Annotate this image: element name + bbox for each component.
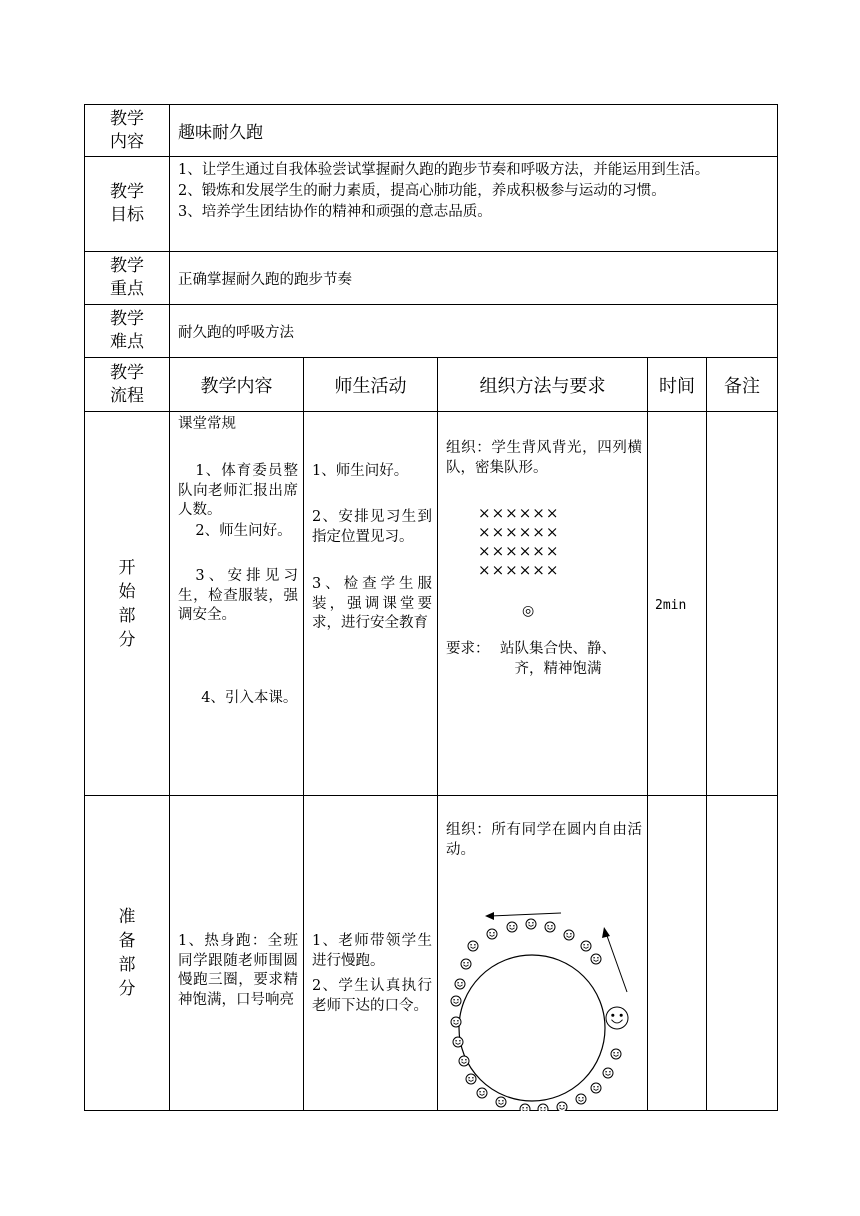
goal-item: 3、培养学生团结协作的精神和顽强的意志品质。 <box>178 204 492 220</box>
header-content: 教学内容 <box>170 358 304 412</box>
warmup-org-cell <box>438 796 648 1111</box>
teacher-position-mark: ◎ <box>522 603 535 619</box>
start-org-text: 组织：学生背风背光，四列横队，密集队形。 <box>446 440 642 476</box>
label-teaching-goals: 教学 目标 <box>85 157 170 252</box>
section-start-label: 开 始 部 分 <box>85 412 170 796</box>
section-warmup-label: 准 备 部 分 <box>85 796 170 1111</box>
warmup-activity-item: 1、老师带领学生进行慢跑。 <box>312 933 432 969</box>
smiley-face-icon <box>455 979 465 989</box>
start-org-cell <box>438 412 648 796</box>
teaching-content-value: 趣味耐久跑 <box>170 105 778 157</box>
start-content-item: 4、引入本课。 <box>201 690 298 706</box>
smiley-face-icon <box>611 1049 621 1059</box>
running-circle <box>459 955 605 1101</box>
start-content-item: 1、体育委员整队向老师汇报出席人数。 <box>178 463 298 518</box>
header-note: 备注 <box>707 358 778 412</box>
header-activity: 师生活动 <box>304 358 438 412</box>
smiley-face-icon <box>538 1104 548 1111</box>
smiley-face-icon <box>603 1068 613 1078</box>
formation-row: ×××××× <box>478 504 560 522</box>
smiley-face-icon <box>507 922 517 932</box>
warmup-time-cell <box>648 796 707 1111</box>
student-formation <box>478 504 559 580</box>
header-time: 时间 <box>648 358 707 412</box>
header-org: 组织方法与要求 <box>438 358 648 412</box>
smiley-face-icon <box>564 930 574 940</box>
start-content-cell <box>170 412 304 796</box>
smiley-face-icon <box>581 941 591 951</box>
label-teaching-focus: 教学 重点 <box>85 252 170 305</box>
smiley-face-icon <box>451 1017 461 1027</box>
warmup-circle-diagram <box>438 796 648 1111</box>
arrow-right <box>602 927 627 992</box>
start-activity-item: 2、安排见习生到指定位置见习。 <box>312 509 432 545</box>
arrow-top <box>485 912 561 920</box>
smiley-face-icon <box>453 1037 463 1047</box>
start-content-item: 2、师生问好。 <box>195 523 292 539</box>
start-time: 2min <box>655 598 687 613</box>
lesson-plan-table <box>84 104 778 1111</box>
warmup-org-text: 组织：所有同学在圆内自由活动。 <box>446 822 642 858</box>
smiley-face-icon <box>451 996 461 1006</box>
goal-item: 2、锻炼和发展学生的耐力素质，提高心肺功能，养成积极参与运动的习惯。 <box>178 183 666 199</box>
smiley-face-icon <box>496 1097 506 1107</box>
formation-row: ×××××× <box>478 542 560 560</box>
header-flow: 教学 流程 <box>85 358 170 412</box>
student-faces <box>451 919 628 1111</box>
warmup-content-cell <box>170 796 304 1111</box>
warmup-activity-cell <box>304 796 438 1111</box>
smiley-face-icon <box>477 1088 487 1098</box>
start-activity-item: 1、师生问好。 <box>312 463 409 479</box>
teaching-goals-list <box>170 157 778 252</box>
label-teaching-content: 教学 内容 <box>85 105 170 157</box>
smiley-face-icon <box>466 1074 476 1084</box>
formation-row: ×××××× <box>478 561 560 579</box>
start-activity-item: 3、检查学生服装，强调课堂要求，进行安全教育 <box>312 576 432 631</box>
smiley-face-icon <box>545 922 555 932</box>
smiley-face-icon <box>606 1007 628 1029</box>
start-time-cell <box>648 412 707 796</box>
smiley-face-icon <box>576 1094 586 1104</box>
formation-row: ×××××× <box>478 523 560 541</box>
smiley-face-icon <box>557 1102 567 1111</box>
start-requirement-text: 站队集合快、静、齐，精神饱满 <box>500 641 616 677</box>
smiley-face-icon <box>459 1056 469 1066</box>
teaching-focus-value: 正确掌握耐久跑的跑步节奏 <box>170 252 778 305</box>
smiley-face-icon <box>487 929 497 939</box>
smiley-face-icon <box>591 1083 601 1093</box>
teaching-difficulty-value: 耐久跑的呼吸方法 <box>170 305 778 358</box>
warmup-content-text: 1、热身跑：全班同学跟随老师围圆慢跑三圈，要求精神饱满，口号响亮 <box>178 933 298 1008</box>
smiley-face-icon <box>461 959 471 969</box>
smiley-face-icon <box>520 1104 530 1111</box>
warmup-note-cell <box>707 796 778 1111</box>
start-content-item: 3、安排见习生，检查服装，强调安全。 <box>178 568 298 623</box>
goal-item: 1、让学生通过自我体验尝试掌握耐久跑的跑步节奏和呼吸方法，并能运用到生活。 <box>178 162 710 178</box>
smiley-face-icon <box>526 919 536 929</box>
start-content-title: 课堂常规 <box>178 416 236 432</box>
smiley-face-icon <box>591 954 601 964</box>
label-teaching-difficulty: 教学 难点 <box>85 305 170 358</box>
start-note-cell <box>707 412 778 796</box>
start-activity-cell <box>304 412 438 796</box>
warmup-activity-item: 2、学生认真执行老师下达的口令。 <box>312 978 432 1014</box>
start-requirement-label: 要求： <box>446 641 490 657</box>
smiley-face-icon <box>468 941 478 951</box>
